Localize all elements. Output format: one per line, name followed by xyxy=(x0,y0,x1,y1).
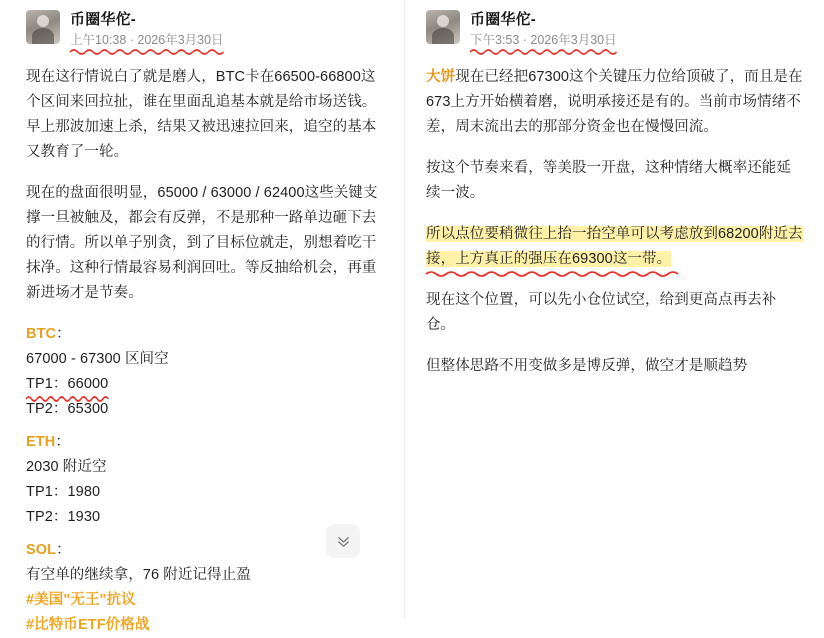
left-post-identity xyxy=(70,10,224,51)
right-post-header xyxy=(426,10,804,51)
highlighted-underlined-block xyxy=(426,222,804,272)
squiggle-underline-icon xyxy=(70,48,224,54)
eth-line-2: TP1：1980 xyxy=(26,484,101,500)
left-post-column xyxy=(0,0,404,633)
post-timestamp-text: 下午3:53 · 2026年3月30日 xyxy=(470,33,617,47)
eth-label: ETH xyxy=(26,434,56,450)
right-post-body xyxy=(426,65,804,379)
right-paragraph-3-text: 所以点位要稍微往上抬一抬空单可以考虑放到68200附近去接，上方真正的强压在69300这一带。 xyxy=(426,226,803,267)
btc-line-1: 67000 - 67300 区间空 xyxy=(26,351,169,367)
btc-tp1-text: TP1：66000 xyxy=(26,376,109,392)
btc-tp1-underlined xyxy=(26,372,108,397)
btc-colon: ： xyxy=(56,326,71,342)
post-timestamp-text: 上午10:38 · 2026年3月30日 xyxy=(70,33,224,47)
eth-label-line xyxy=(26,430,390,455)
right-paragraph-3-highlighted xyxy=(426,222,804,272)
hashtag-1[interactable]: #美国"无王"抗议 xyxy=(26,592,136,608)
sol-line-1: 有空单的继续拿，76 附近记得止盈 xyxy=(26,567,251,583)
author-name[interactable]: 币圈华佗- xyxy=(470,11,536,28)
left-paragraph-1-text: 现在这行情说白了就是磨人，BTC卡在66500-66800这个区间来回拉扯，谁在里面乱追基本就是给市场送钱。早上那波加速上杀，结果又被迅速拉回来，追空的基本又教育了一轮。 xyxy=(26,69,377,160)
btc-label: BTC xyxy=(26,326,57,342)
lead-highlight: 大饼 xyxy=(426,69,456,85)
chevron-down-icon[interactable] xyxy=(326,524,360,558)
sol-label: SOL xyxy=(26,542,57,558)
avatar[interactable] xyxy=(426,10,460,44)
right-paragraph-2 xyxy=(426,156,804,206)
squiggle-underline-icon xyxy=(426,270,804,277)
sol-colon: ： xyxy=(56,542,71,558)
right-paragraph-5-text: 但整体思路不用变做多是博反弹，做空才是顺趋势 xyxy=(426,358,748,374)
eth-line-3: TP2：1930 xyxy=(26,509,101,525)
btc-line-2 xyxy=(26,372,390,397)
post-timestamp xyxy=(470,32,617,51)
eth-colon: ： xyxy=(55,434,70,450)
avatar[interactable] xyxy=(26,10,60,44)
left-paragraph-1 xyxy=(26,65,390,165)
post-timestamp xyxy=(70,32,224,51)
left-paragraph-2-text: 现在的盘面很明显，65000 / 63000 / 62400这些关键支撑一旦被触及，都会有反弹，不是那种一路单边砸下去的行情。所以单子别贪，到了目标位就走，别想着吃干抹净。这种行情最容易利润回吐。等反抽给机会，再重新进场才是节奏。 xyxy=(26,185,378,301)
right-post-identity xyxy=(470,10,617,51)
author-name[interactable]: 币圈华佗- xyxy=(70,11,136,28)
right-paragraph-1-text: 现在已经把67300这个关键压力位给顶破了，而且是在673上方开始横着磨，说明承接还是有的。当前市场情绪不差，周末流出去的那部分资金也在慢慢回流。 xyxy=(426,69,803,135)
spacer-btc-eth xyxy=(26,422,390,430)
left-paragraph-2 xyxy=(26,181,390,306)
squiggle-underline-icon xyxy=(470,48,617,54)
right-paragraph-2-text: 按这个节奏来看，等美股一开盘，这种情绪大概率还能延续一波。 xyxy=(426,160,791,201)
btc-label-line xyxy=(26,322,390,347)
eth-line-1: 2030 附近空 xyxy=(26,459,107,475)
right-paragraph-1 xyxy=(426,65,804,140)
hashtag-2[interactable]: #比特币ETF价格战 xyxy=(26,617,150,633)
right-paragraph-5 xyxy=(426,354,804,379)
btc-line-3: TP2：65300 xyxy=(26,401,109,417)
chevron-down-double-glyph xyxy=(336,534,351,549)
right-post-column xyxy=(404,0,824,618)
right-paragraph-4-text: 现在这个位置，可以先小仓位试空，给到更高点再去补仓。 xyxy=(426,292,777,333)
right-paragraph-4 xyxy=(426,288,804,338)
left-post-header xyxy=(26,10,390,51)
